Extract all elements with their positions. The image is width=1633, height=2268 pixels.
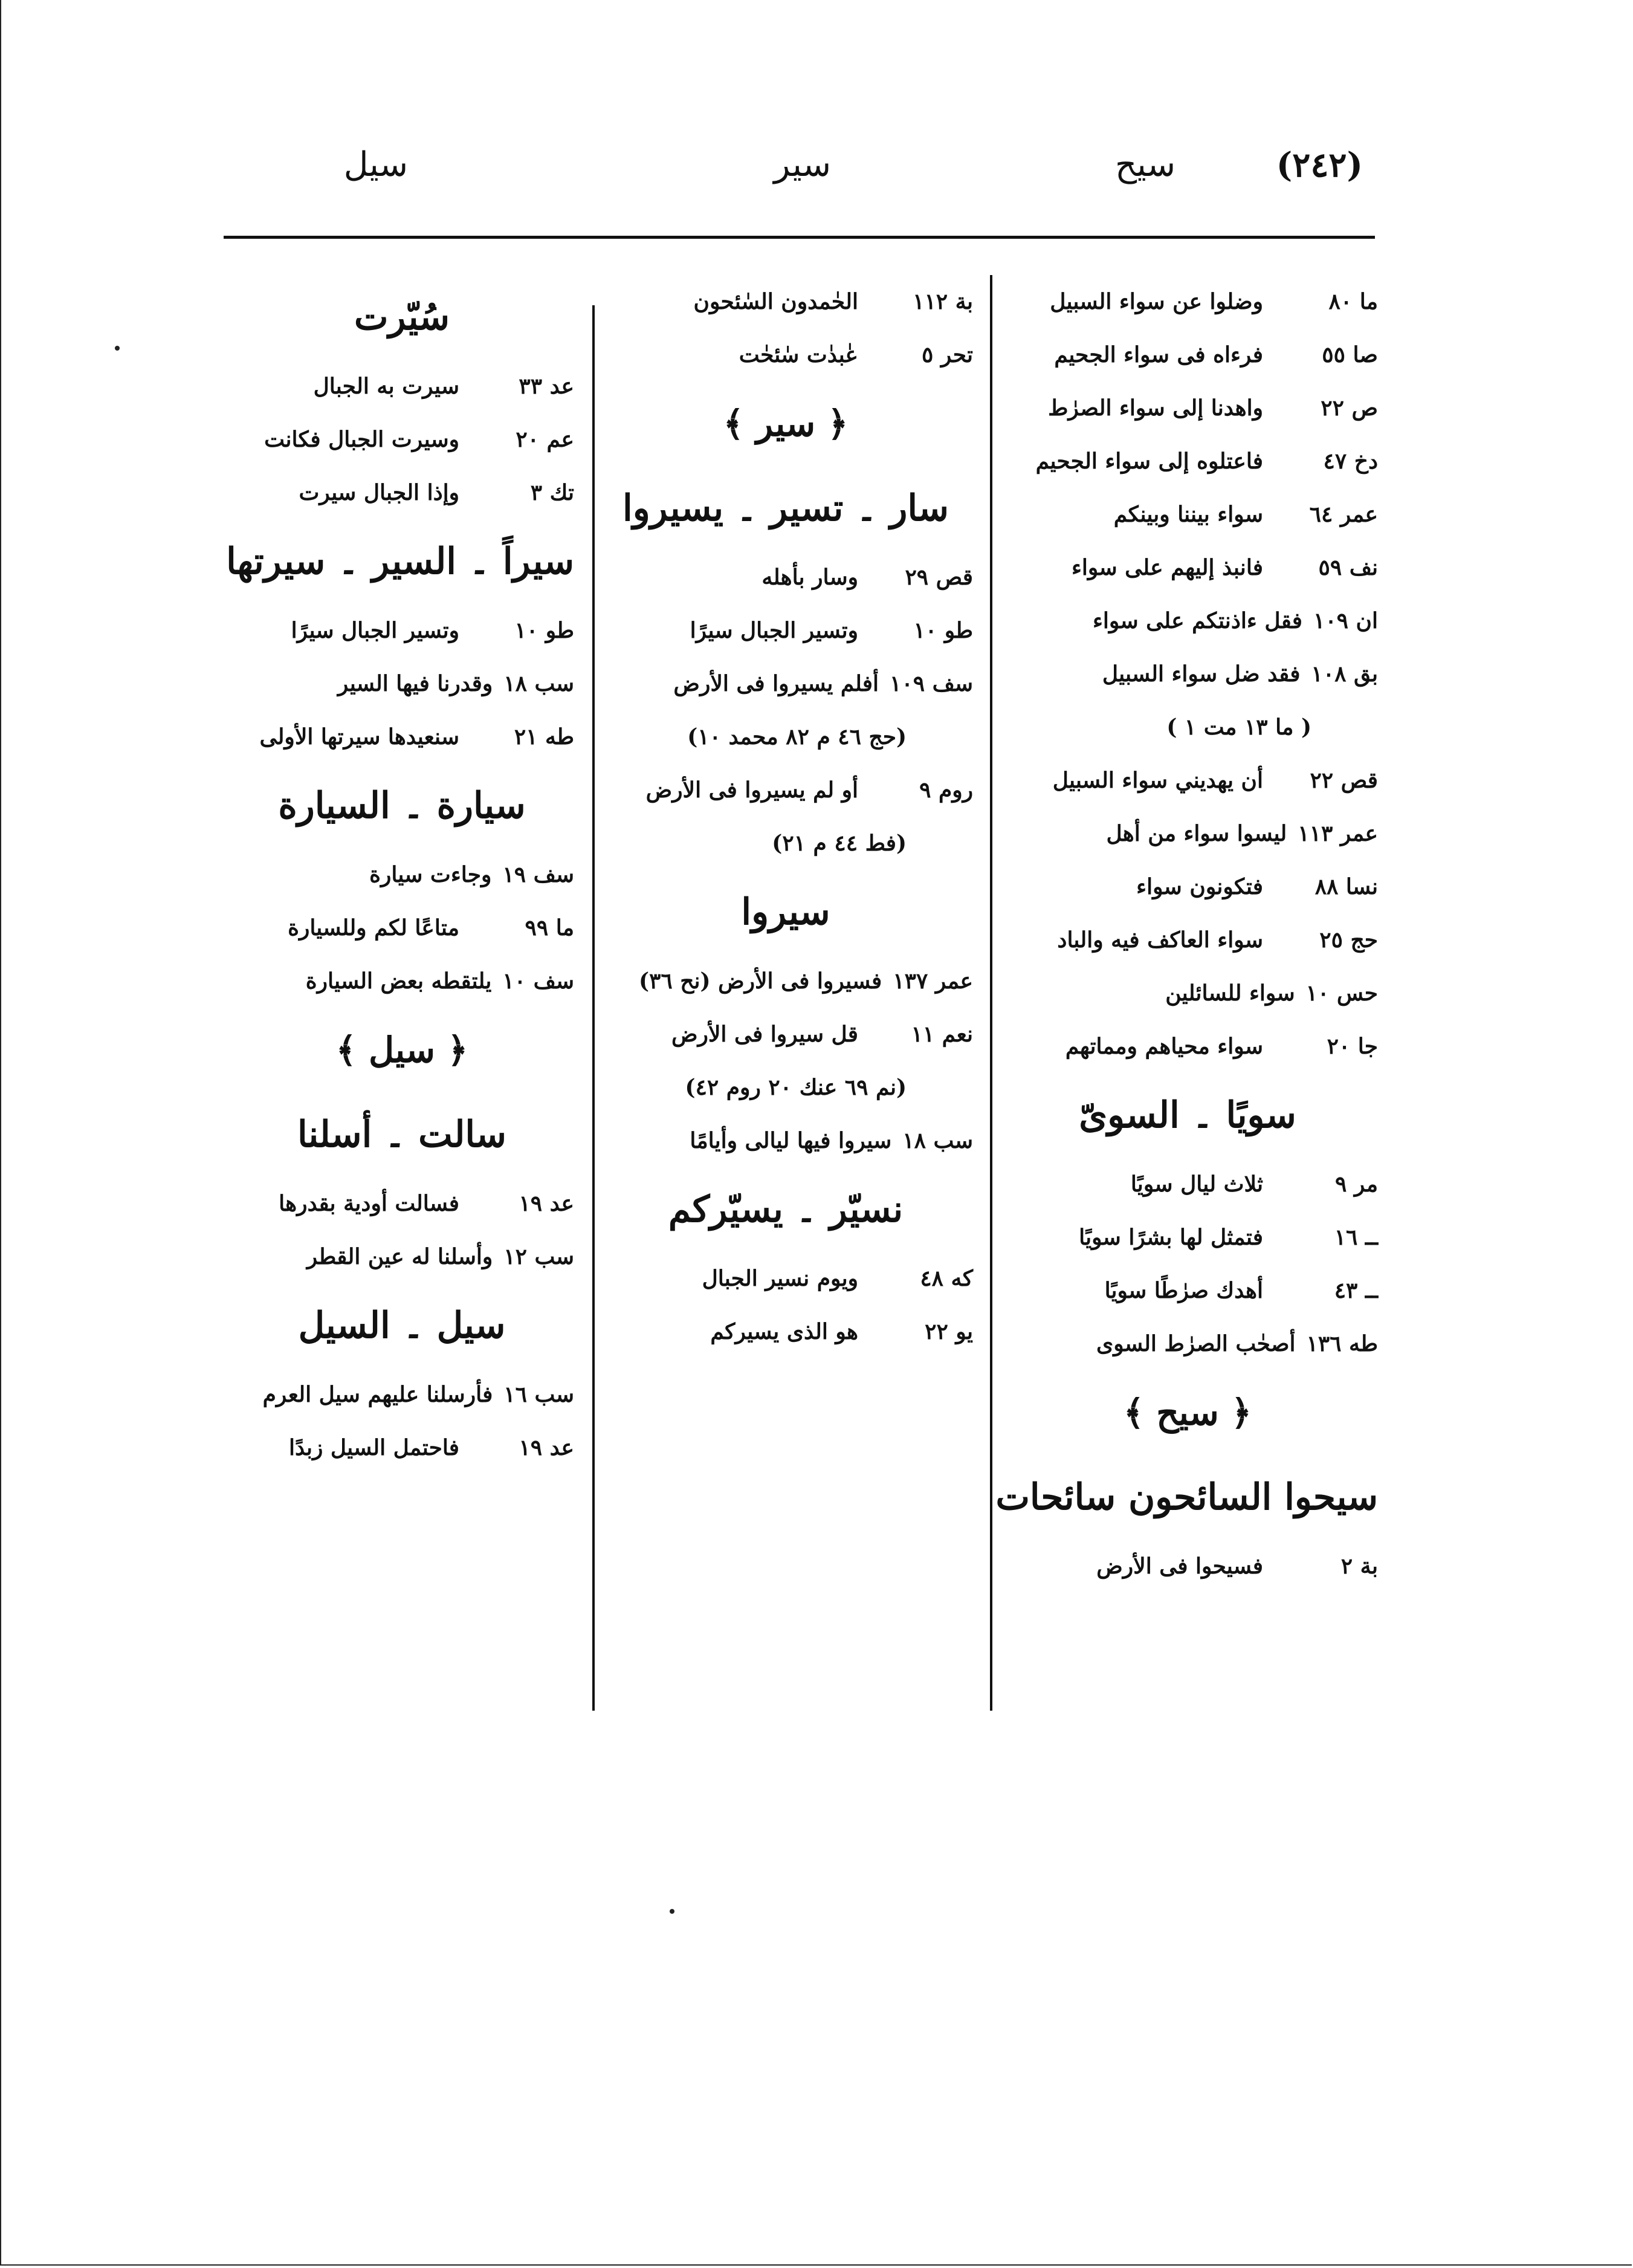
verse-reference: سف ١٠٩ — [890, 671, 973, 696]
concordance-entry — [997, 754, 1378, 807]
concordance-entry — [230, 413, 574, 466]
verse-text: واهدنا إلى سواء الصرٰط — [1048, 395, 1263, 421]
scan-speck — [115, 346, 120, 351]
verse-text: ليسوا سواء من أهل — [1106, 821, 1287, 846]
concordance-entry — [997, 275, 1378, 328]
header-rule — [224, 236, 1375, 239]
verse-reference: ــ ١٦ — [1334, 1225, 1378, 1250]
verse-text: وجاءت سيارة — [369, 862, 492, 887]
concordance-entry — [230, 657, 574, 710]
verse-text: فأرسلنا عليهم سيل العرم — [262, 1382, 493, 1407]
cross-reference: (فط ٤٤ م ٢١) — [772, 831, 907, 856]
concordance-entry — [598, 328, 973, 381]
concordance-entry — [598, 763, 973, 817]
verse-reference: دخ ٤٧ — [1323, 449, 1378, 474]
concordance-entry — [230, 1368, 574, 1421]
concordance-entry — [230, 1177, 574, 1230]
verse-text: فسيحوا فى الأرض — [1096, 1554, 1263, 1579]
verse-text: سيروا فيها ليالى وأيامًا — [690, 1128, 892, 1153]
column-right — [997, 275, 1378, 1593]
word-heading: سيحوا السائحون سائحات — [995, 1476, 1378, 1518]
concordance-entry — [598, 1252, 973, 1305]
word-heading: سُيّرت — [354, 296, 450, 339]
verse-text: فقد ضل سواء السبيل — [1102, 661, 1301, 687]
verse-reference: جا ٢٠ — [1327, 1034, 1378, 1059]
verse-reference: ما ٩٩ — [525, 915, 574, 941]
word-heading: سيل ۔ السيل — [298, 1304, 506, 1347]
concordance-entry — [997, 1211, 1378, 1264]
verse-reference: ــ ٤٣ — [1334, 1278, 1378, 1303]
verse-text: سواء محياهم ومماتهم — [1065, 1034, 1263, 1059]
verse-reference: مر ٩ — [1334, 1171, 1378, 1197]
verse-reference: طو ١٠ — [913, 618, 973, 643]
verse-reference: حس ١٠ — [1305, 980, 1378, 1006]
verse-reference: تحر ٥ — [922, 342, 973, 368]
verse-text: وأسلنا له عين القطر — [306, 1244, 493, 1269]
concordance-entry — [230, 360, 574, 413]
verse-reference: عد ٣٣ — [519, 374, 574, 399]
concordance-entry — [997, 913, 1378, 967]
verse-text: أن يهديني سواء السبيل — [1052, 768, 1263, 793]
verse-reference: نف ٥٩ — [1318, 555, 1378, 580]
verse-reference: عد ١٩ — [519, 1435, 574, 1460]
cross-reference: (حج ٤٦ م ٨٢ محمد ١٠) — [687, 724, 907, 750]
verse-reference: بق ١٠٨ — [1311, 661, 1378, 687]
verse-reference: ما ٨٠ — [1328, 289, 1378, 314]
column-center — [598, 275, 973, 1358]
concordance-entry — [997, 647, 1378, 701]
concordance-entry — [230, 710, 574, 763]
verse-reference: كه ٤٨ — [920, 1266, 973, 1291]
concordance-entry — [997, 594, 1378, 647]
verse-text: سواء بيننا وبينكم — [1113, 502, 1263, 527]
verse-reference: روم ٩ — [919, 777, 973, 803]
verse-text: سواء العاكف فيه والباد — [1057, 927, 1263, 953]
concordance-entry — [598, 551, 973, 604]
concordance-entry — [598, 657, 973, 710]
concordance-entry — [598, 954, 973, 1008]
verse-reference: بة ١١٢ — [913, 289, 973, 314]
verse-reference: طه ٢١ — [514, 724, 574, 750]
concordance-entry — [997, 381, 1378, 435]
verse-text: متاعًا لكم وللسيارة — [288, 915, 459, 941]
verse-text: أهدك صرٰطًا سويًا — [1104, 1278, 1263, 1303]
verse-reference: قص ٢٩ — [905, 565, 973, 590]
word-heading: نسيّر ۔ يسيّركم — [668, 1188, 904, 1231]
concordance-entry — [598, 1114, 973, 1167]
verse-reference: يو ٢٢ — [925, 1319, 973, 1344]
concordance-entry — [997, 1264, 1378, 1317]
verse-text: عٰبدٰت سٰئحٰت — [739, 342, 858, 368]
verse-reference: عمر ٦٤ — [1309, 502, 1378, 527]
verse-reference: طه ١٣٦ — [1306, 1331, 1378, 1356]
verse-text: وضلوا عن سواء السبيل — [1050, 289, 1263, 314]
concordance-entry — [997, 807, 1378, 860]
cross-reference: ( ما ١٣ مت ١ ) — [1166, 714, 1311, 740]
verse-text: فسيروا فى الأرض (نح ٣٦) — [639, 968, 882, 994]
verse-text: فسالت أودية بقدرها — [279, 1191, 459, 1216]
verse-text: وتسير الجبال سيرًا — [291, 618, 459, 643]
verse-reference: سب ١٨ — [503, 671, 574, 696]
verse-text: وسيرت الجبال فكانت — [264, 427, 459, 452]
verse-text: فاحتمل السيل زبدًا — [289, 1435, 459, 1460]
verse-reference: طو ١٠ — [514, 618, 574, 643]
concordance-entry — [230, 954, 574, 1008]
concordance-entry — [230, 466, 574, 519]
verse-reference: عم ٢٠ — [516, 427, 574, 452]
cross-reference: (نم ٦٩ عنك ٢٠ روم ٤٢) — [685, 1075, 907, 1100]
header-root-left: سيل — [343, 145, 408, 184]
concordance-entry — [997, 328, 1378, 381]
scan-speck — [670, 1909, 674, 1914]
concordance-entry — [997, 1317, 1378, 1370]
verse-reference: نسا ٨٨ — [1314, 874, 1378, 899]
root-heading: ﴿ سيح ﴾ — [1124, 1392, 1252, 1433]
column-divider — [592, 305, 595, 1711]
verse-reference: صا ٥٥ — [1322, 342, 1378, 368]
verse-text: هو الذى يسيركم — [710, 1319, 858, 1344]
concordance-entry — [598, 604, 973, 657]
verse-text: فاعتلوه إلى سواء الجحيم — [1035, 449, 1263, 474]
verse-text: وإذا الجبال سيرت — [299, 480, 459, 505]
verse-reference: سب ١٢ — [503, 1244, 574, 1269]
verse-reference: عمر ١١٣ — [1298, 821, 1378, 846]
verse-text: الحٰمدون السٰئحون — [693, 289, 858, 314]
page-header — [224, 145, 1375, 212]
verse-text: وتسير الجبال سيرًا — [690, 618, 858, 643]
verse-reference: بة ٢ — [1340, 1554, 1378, 1579]
verse-text: فتمثل لها بشرًا سويًا — [1079, 1225, 1263, 1250]
verse-text: فتكونون سواء — [1136, 874, 1263, 899]
word-heading: سيارة ۔ السيارة — [278, 785, 526, 827]
concordance-entry — [598, 1008, 973, 1061]
verse-reference: ص ٢٢ — [1321, 395, 1378, 421]
concordance-entry — [230, 604, 574, 657]
concordance-entry — [598, 1305, 973, 1358]
column-left — [226, 275, 574, 1474]
page-number: (٢٤٢) — [1276, 145, 1363, 185]
header-root-right: سيح — [1115, 145, 1175, 184]
word-heading: سيروا — [741, 891, 830, 933]
word-heading: سار ۔ تسير ۔ يسيروا — [622, 487, 949, 530]
concordance-entry — [230, 1421, 574, 1474]
verse-reference: عد ١٩ — [519, 1191, 574, 1216]
concordance-entry — [230, 1230, 574, 1283]
concordance-entry — [997, 1158, 1378, 1211]
word-heading: سالت ۔ أسلنا — [297, 1113, 506, 1156]
verse-text: ويوم نسير الجبال — [702, 1266, 858, 1291]
verse-reference: حج ٢٥ — [1319, 927, 1378, 953]
verse-text: يلتقطه بعض السيارة — [305, 968, 492, 994]
verse-reference: نعم ١١ — [911, 1022, 973, 1047]
column-divider — [990, 275, 992, 1711]
verse-reference: قص ٢٢ — [1310, 768, 1378, 793]
concordance-entry — [997, 860, 1378, 913]
verse-text: فرءاه فى سواء الجحيم — [1054, 342, 1263, 368]
verse-text: قل سيروا فى الأرض — [671, 1022, 858, 1047]
verse-reference: ان ١٠٩ — [1313, 608, 1378, 633]
concordance-entry — [997, 967, 1378, 1020]
verse-text: فانبذ إليهم على سواء — [1071, 555, 1263, 580]
verse-reference: سف ١٩ — [502, 862, 574, 887]
concordance-entry — [598, 275, 973, 328]
verse-text: أصحٰب الصرٰط السوى — [1096, 1331, 1296, 1356]
word-heading: سويًا ۔ السوىّ — [1079, 1094, 1296, 1136]
verse-reference: سف ١٠ — [502, 968, 574, 994]
verse-text: وقدرنا فيها السير — [337, 671, 493, 696]
root-heading: ﴿ سير ﴾ — [723, 403, 849, 444]
verse-reference: سب ١٦ — [503, 1382, 574, 1407]
verse-text: سواء للسائلين — [1165, 980, 1295, 1006]
header-root-center: سير — [774, 145, 831, 184]
concordance-entry — [997, 1020, 1378, 1073]
word-heading: سيراً ۔ السير ۔ سيرتها — [226, 540, 574, 583]
verse-text: سنعيدها سيرتها الأولى — [259, 724, 459, 750]
concordance-entry — [997, 488, 1378, 541]
concordance-entry — [230, 848, 574, 901]
verse-reference: تك ٣ — [530, 480, 574, 505]
verse-text: أو لم يسيروا فى الأرض — [645, 777, 858, 803]
concordance-entry — [997, 1540, 1378, 1593]
verse-reference: عمر ١٣٧ — [893, 968, 973, 994]
verse-reference: سب ١٨ — [902, 1128, 973, 1153]
verse-text: وسار بأهله — [762, 565, 858, 590]
concordance-entry — [997, 435, 1378, 488]
concordance-entry — [230, 901, 574, 954]
concordance-entry — [997, 541, 1378, 594]
root-heading: ﴿ سيل ﴾ — [335, 1029, 468, 1071]
verse-text: سيرت به الجبال — [313, 374, 459, 399]
verse-text: أفلم يسيروا فى الأرض — [673, 671, 879, 696]
verse-text: ثلاث ليال سويًا — [1130, 1171, 1263, 1197]
verse-text: فقل ءاذنتكم على سواء — [1092, 608, 1302, 633]
